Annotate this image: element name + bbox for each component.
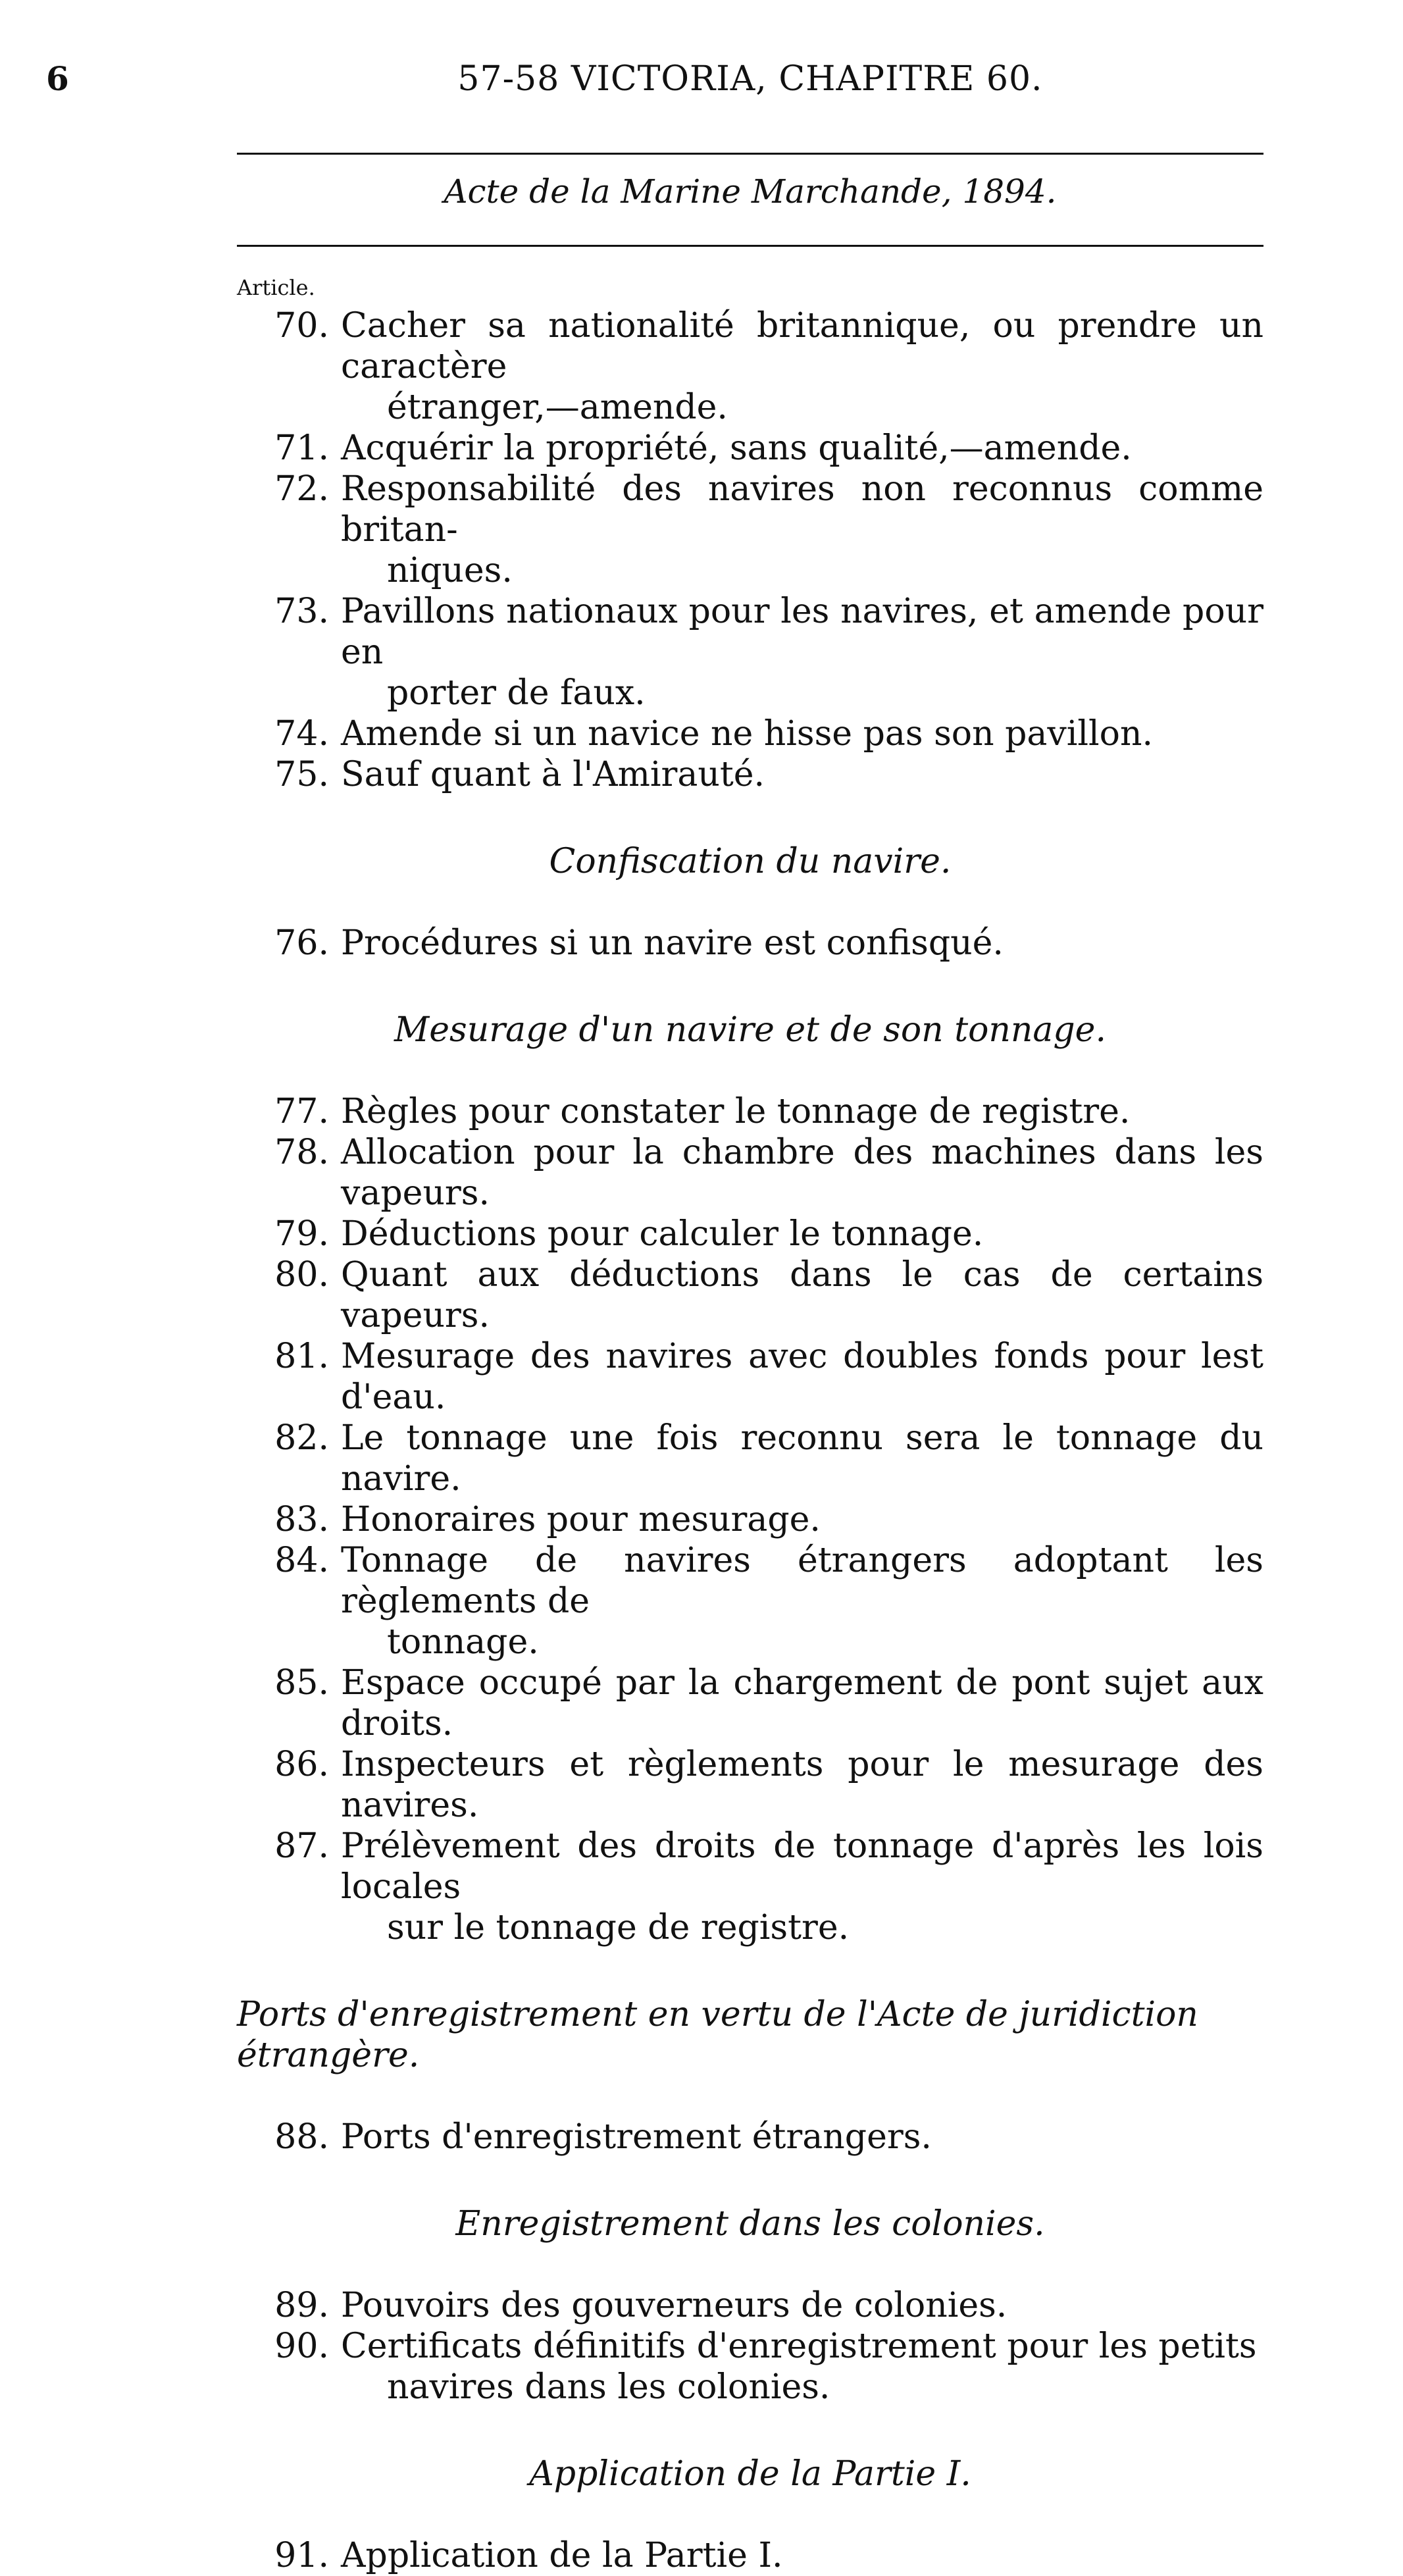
toc-entry	[237, 1214, 1263, 1254]
section-groups	[237, 305, 1263, 2576]
entry-number: 79.	[274, 1214, 329, 1254]
section-heading: Confiscation du navire.	[549, 842, 952, 881]
entry-continuation: étranger,—amende.	[387, 388, 728, 427]
entry-text-block	[341, 1254, 1263, 1336]
entry-number: 91.	[274, 2536, 329, 2575]
entry-text-block	[341, 1336, 1263, 1418]
entry-number: 87.	[274, 1826, 329, 1866]
toc-entry	[237, 1254, 1263, 1336]
entry-text: Pavillons nationaux pour les navires, et amende pour en	[341, 592, 1263, 672]
entry-text-block	[341, 469, 1263, 591]
section-heading: Enregistrement dans les colonies.	[455, 2204, 1045, 2244]
entry-text: Mesurage des navires avec doubles fonds pour lest d'eau.	[341, 1337, 1263, 1417]
entry-text: Amende si un navice ne hisse pas son pavillon.	[341, 714, 1153, 754]
entry-text-block	[341, 2326, 1263, 2408]
toc-entry	[237, 469, 1263, 591]
entry-text: Le tonnage une fois reconnu sera le tonnage du navire.	[341, 1418, 1263, 1499]
entry-text-block	[341, 2285, 1263, 2326]
entry-text: Tonnage de navires étrangers adoptant les règlements de	[341, 1541, 1263, 1621]
top-rule	[237, 153, 1263, 155]
entry-number: 86.	[274, 1745, 329, 1784]
toc-entry	[237, 713, 1263, 754]
entry-text-block	[341, 591, 1263, 713]
entry-number: 83.	[274, 1500, 329, 1539]
act-subtitle-text: Acte de la Marine Marchande, 1894.	[444, 172, 1057, 211]
toc-entry	[237, 2285, 1263, 2326]
toc-entry	[237, 2326, 1263, 2408]
act-subtitle	[237, 172, 1263, 211]
toc-entry	[237, 1662, 1263, 1744]
entry-number: 71.	[274, 428, 329, 468]
toc-entry	[237, 923, 1263, 964]
entry-number: 73.	[274, 592, 329, 631]
page-number: 6	[46, 59, 69, 98]
entry-continuation: niques.	[387, 551, 513, 590]
entry-number: 80.	[274, 1255, 329, 1295]
entry-text-block	[341, 428, 1263, 469]
entry-text: Acquérir la propriété, sans qualité,—amende.	[341, 428, 1132, 468]
table-of-contents	[237, 275, 1263, 2576]
entry-text-block	[341, 1662, 1263, 1744]
toc-entry	[237, 1499, 1263, 1540]
toc-entry	[237, 1826, 1263, 1948]
entry-number: 75.	[274, 755, 329, 794]
entry-text-block	[341, 1826, 1263, 1948]
entry-number: 70.	[274, 306, 329, 346]
entry-number: 90.	[274, 2327, 329, 2366]
entry-continuation: sur le tonnage de registre.	[387, 1908, 850, 1947]
entry-text-block	[341, 923, 1263, 964]
toc-entry	[237, 2117, 1263, 2157]
entry-text-block	[341, 1418, 1263, 1499]
entry-number: 72.	[274, 469, 329, 509]
entry-text-block	[341, 713, 1263, 754]
toc-entry	[237, 428, 1263, 469]
toc-entry	[237, 1418, 1263, 1499]
entry-number: 78.	[274, 1133, 329, 1172]
article-label: Article.	[237, 275, 315, 300]
toc-entry	[237, 1132, 1263, 1214]
entry-continuation: navires dans les colonies.	[387, 2367, 830, 2407]
entry-text: Procédures si un navire est confisqué.	[341, 923, 1004, 963]
entry-text: Ports d'enregistrement étrangers.	[341, 2117, 932, 2157]
section-heading: Mesurage d'un navire et de son tonnage.	[394, 1010, 1106, 1050]
entry-text: Application de la Partie I.	[341, 2536, 783, 2575]
entry-text: Déductions pour calculer le tonnage.	[341, 1214, 984, 1254]
entry-text: Inspecteurs et règlements pour le mesurage des navires.	[341, 1745, 1263, 1825]
entry-text-block	[341, 305, 1263, 428]
section-heading: Ports d'enregistrement en vertu de l'Acte de juridiction étrangère.	[237, 1995, 1198, 2075]
entry-continuation: tonnage.	[387, 1622, 539, 1662]
entry-text-block	[341, 2535, 1263, 2576]
entry-text: Cacher sa nationalité britannique, ou prendre un caractère	[341, 306, 1263, 386]
entry-text: Quant aux déductions dans le cas de certains vapeurs.	[341, 1255, 1263, 1335]
entry-text-block	[341, 1499, 1263, 1540]
entry-number: 76.	[274, 923, 329, 963]
entry-text-block	[341, 1744, 1263, 1826]
entry-text: Honoraires pour mesurage.	[341, 1500, 821, 1539]
entry-text: Prélèvement des droits de tonnage d'après les lois locales	[341, 1826, 1263, 1907]
entry-text: Responsabilité des navires non reconnus comme britan-	[341, 469, 1263, 550]
entry-number: 74.	[274, 714, 329, 754]
page-header	[46, 59, 1263, 112]
toc-entry	[237, 2535, 1263, 2576]
entry-text-block	[341, 1091, 1263, 1132]
toc-entry	[237, 591, 1263, 713]
entry-text-block	[341, 1214, 1263, 1254]
entry-number: 88.	[274, 2117, 329, 2157]
entry-text: Sauf quant à l'Amirauté.	[341, 755, 765, 794]
entry-text: Espace occupé par la chargement de pont sujet aux droits.	[341, 1663, 1263, 1743]
entry-number: 82.	[274, 1418, 329, 1458]
bottom-rule	[237, 245, 1263, 247]
entry-continuation: porter de faux.	[387, 673, 646, 713]
entry-number: 85.	[274, 1663, 329, 1703]
toc-entry	[237, 1540, 1263, 1662]
entry-text: Pouvoirs des gouverneurs de colonies.	[341, 2286, 1008, 2325]
entry-number: 89.	[274, 2286, 329, 2325]
entry-text-block	[341, 1540, 1263, 1662]
entry-text-block	[341, 2117, 1263, 2157]
entry-number: 77.	[274, 1092, 329, 1131]
toc-entry	[237, 305, 1263, 428]
entry-text: Allocation pour la chambre des machines dans les vapeurs.	[341, 1133, 1263, 1213]
toc-entry	[237, 754, 1263, 795]
section-heading: Application de la Partie I.	[529, 2454, 971, 2494]
toc-entry	[237, 1091, 1263, 1132]
entry-text-block	[341, 1132, 1263, 1214]
toc-entry	[237, 1744, 1263, 1826]
entry-text: Certificats définitifs d'enregistrement pour les petits	[341, 2327, 1257, 2366]
entry-text: Règles pour constater le tonnage de registre.	[341, 1092, 1131, 1131]
entry-text-block	[341, 754, 1263, 795]
running-head: 57-58 VICTORIA, CHAPITRE 60.	[457, 59, 1043, 99]
toc-entry	[237, 1336, 1263, 1418]
entry-number: 81.	[274, 1337, 329, 1376]
entry-number: 84.	[274, 1541, 329, 1580]
